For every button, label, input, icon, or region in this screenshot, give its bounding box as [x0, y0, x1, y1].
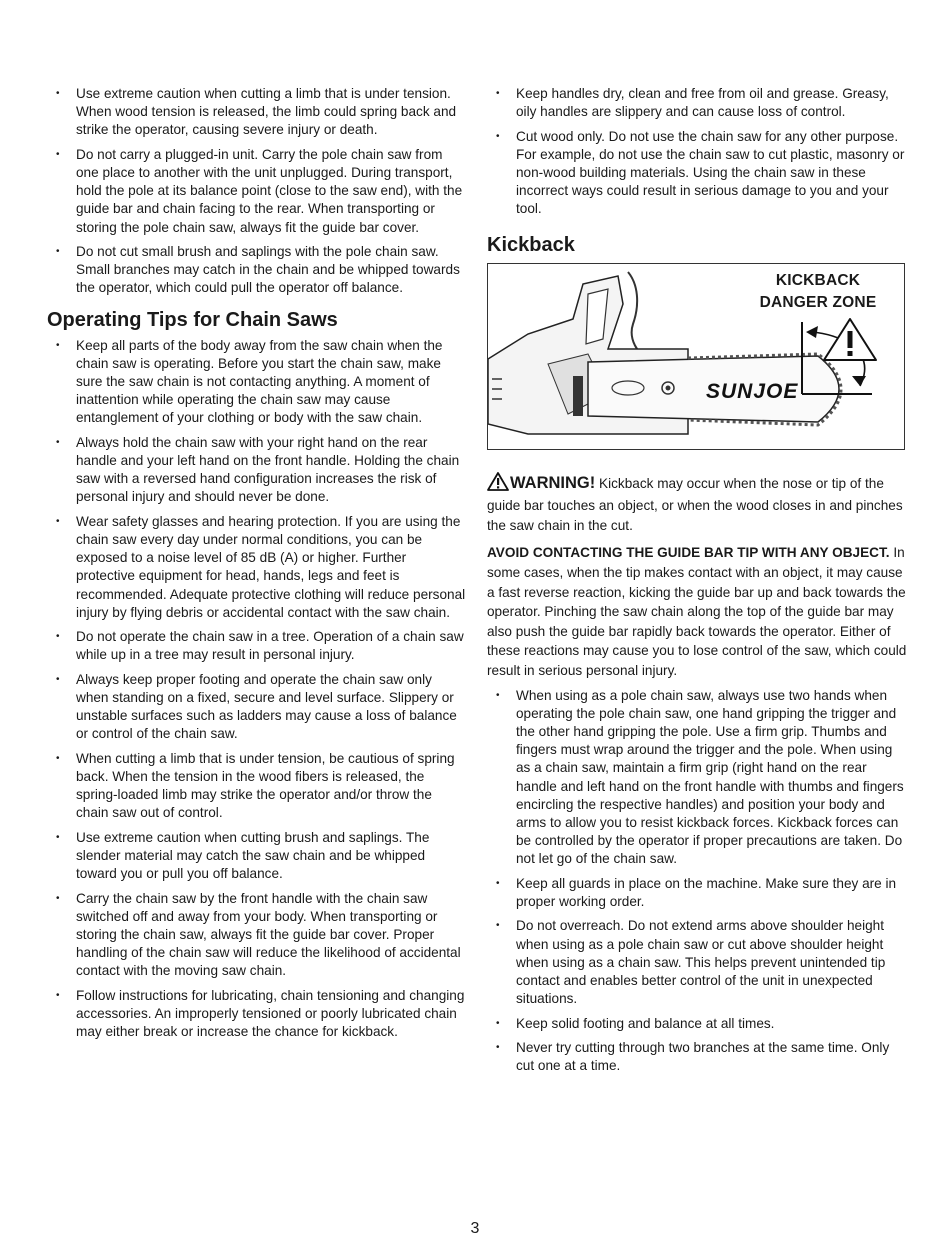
list-item: • Do not cut small brush and saplings with the pole chain saw. Small branches may catch in the chain and be whipped towards the operator, which could pull the operator off balance. [47, 243, 467, 298]
operating-tips-list [47, 337, 467, 1042]
list-item: • Use extreme caution when cutting a limb that is under tension. When wood tension is released, the limb could spring back and strike the operator, causing severe injury or death. [47, 85, 467, 140]
left-column [47, 85, 467, 1048]
list-item: • Keep solid footing and balance at all times. [487, 1015, 907, 1033]
kickback-list [487, 687, 907, 1076]
avoid-text: In some cases, when the tip makes contact with an object, it may cause a fast reverse reaction, kicking the guide bar up and back towards the operator. Pinching the saw chain along the top of the guide bar may also push the guide bar rapidly back towards the operator. Either of these reactions may cause you to lose control of the saw, which could result in serious personal injury. [487, 545, 907, 678]
list-item: • Do not operate the chain saw in a tree. Operation of a chain saw while up in a tree may result in personal injury. [47, 628, 467, 664]
list-item: • Follow instructions for lubricating, chain tensioning and changing accessories. An improperly tensioned or poorly lubricated chain may either break or increase the chance for kickback. [47, 987, 467, 1042]
kickback-illustration [487, 263, 905, 450]
warning-text: Kickback may occur when the nose or tip of the guide bar touches an object, or when the wood closes in and pinches the saw chain in the cut. [487, 475, 903, 533]
list-item: • Always keep proper footing and operate the chain saw only when standing on a fixed, secure and level surface. Slippery or unstable surfaces such as ladders may cause a loss of balance or control of the chain saw. [47, 671, 467, 744]
warning-triangle-icon [487, 472, 509, 497]
list-item: • Keep handles dry, clean and free from oil and grease. Greasy, oily handles are slippery and can cause loss of control. [487, 85, 907, 121]
warning-label: WARNING! [510, 473, 596, 492]
list-item: • Do not carry a plugged-in unit. Carry the pole chain saw from one place to another with the unit unplugged. During transport, hold the pole at its balance point (close to the saw end), with the guide bar and chain facing to the rear. When transporting or storing the pole chain saw, always fit the guide bar cover. [47, 146, 467, 237]
page-number: 3 [470, 1220, 480, 1237]
list-item: • Wear safety glasses and hearing protection. If you are using the chain saw every day under normal conditions, you can be exposed to a noise level of 85 dB (A) or higher. Further protective equipment for head, hands, legs and feet is recommended. Adequate protective clothing will reduce personal injury by flying debris or accidental contact with the saw chain. [47, 513, 467, 622]
safety-list-left [47, 85, 467, 298]
danger-label-line2: DANGER ZONE [759, 293, 877, 311]
list-item: • When cutting a limb that is under tension, be cautious of spring back. When the tension in the wood fibers is released, the spring-loaded limb may strike the operator and/or throw the chain saw out of control. [47, 750, 467, 823]
operating-tips-heading: Operating Tips for Chain Saws [47, 308, 338, 331]
avoid-heading: AVOID CONTACTING THE GUIDE BAR TIP WITH ANY OBJECT. [487, 545, 890, 561]
avoid-paragraph [487, 543, 907, 680]
list-item: • Keep all parts of the body away from the saw chain when the chain saw is operating. Before you start the chain saw, make sure the saw chain is not contacting anything. A moment of inattention while operating the chain saw may cause entanglement of your clothing or body with the saw chain. [47, 337, 467, 428]
right-column [487, 85, 907, 1082]
warning-paragraph [487, 472, 907, 536]
list-item: • Keep all guards in place on the machine. Make sure they are in proper working order. [487, 875, 907, 911]
brand-logo: SUNJOE [706, 379, 799, 403]
list-item: • When using as a pole chain saw, always use two hands when operating the pole chain saw, one hand gripping the trigger and the other hand gripping the pole. Use a firm grip. Thumbs and fingers must wrap around the trigger and the pole. When using as a chain saw, maintain a firm grip (right hand on the rear handle and left hand on the front handle with thumbs and fingers encircling the respective handles) and position your body and arms to allow you to resist kickback forces. Kickback forces can be controlled by the operator if proper precautions are taken. Do not let go of the chain saw. [487, 687, 907, 869]
list-item: • Cut wood only. Do not use the chain saw for any other purpose. For example, do not use the chain saw to cut plastic, masonry or non-wood building materials. Using the chain saw in these incorrect ways could result in serious damage to you and your tool. [487, 128, 907, 219]
kickback-heading: Kickback [487, 233, 575, 256]
list-item: • Carry the chain saw by the front handle with the chain saw switched off and away from your body. When transporting or storing the chain saw, always fit the guide bar cover. Proper handling of the chain saw will reduce the likelihood of accidental contact with the moving saw chain. [47, 890, 467, 981]
list-item: • Always hold the chain saw with your right hand on the rear handle and your left hand on the front handle. Holding the chain saw with a reversed hand configuration increases the risk of personal injury and should never be done. [47, 434, 467, 507]
safety-list-right [487, 85, 907, 219]
danger-label-line1: KICKBACK [775, 271, 861, 289]
list-item: • Never try cutting through two branches at the same time. Only cut one at a time. [487, 1039, 907, 1075]
list-item: • Do not overreach. Do not extend arms above shoulder height when using as a pole chain saw or cut above shoulder height when using as a chain saw. This helps prevent unintended tip contact and enables better control of the unit in unexpected situations. [487, 917, 907, 1008]
danger-zone-label [728, 270, 905, 314]
list-item: • Use extreme caution when cutting brush and saplings. The slender material may catch the saw chain and be whipped toward you or pull you off balance. [47, 829, 467, 884]
